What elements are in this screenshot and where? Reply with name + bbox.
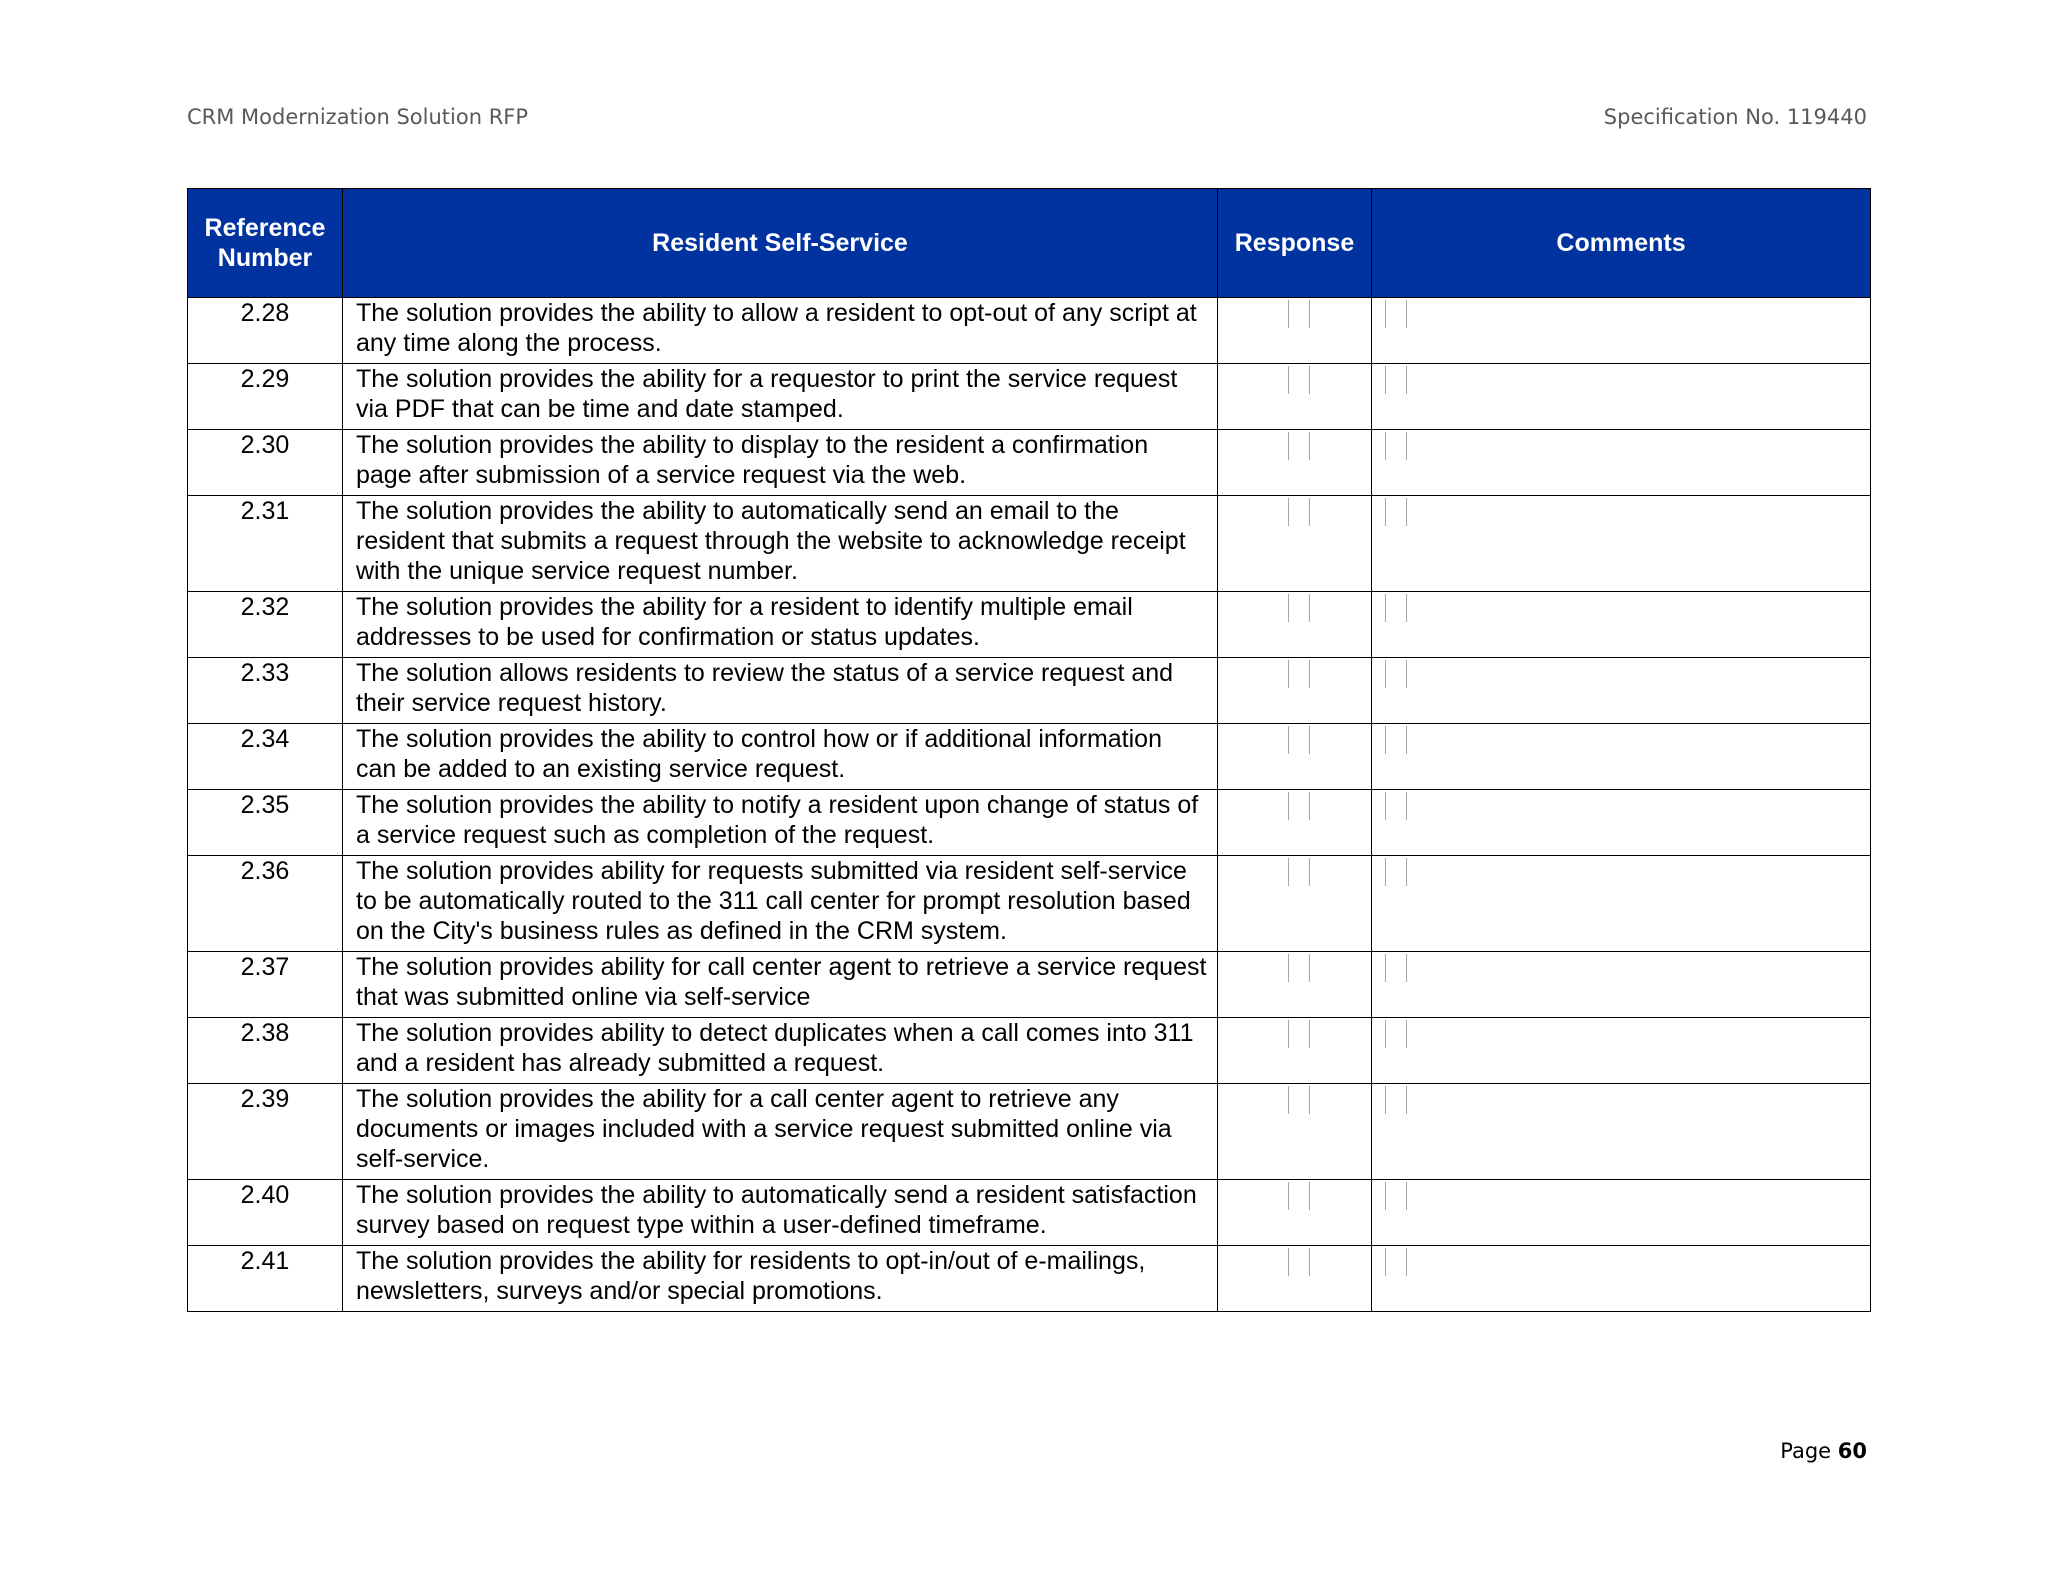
- comments-input-field[interactable]: [1385, 300, 1407, 328]
- requirement-description-cell: The solution provides the ability to allow a resident to opt-out of any script at any time along the process.: [343, 298, 1218, 364]
- table-row: [188, 592, 1871, 658]
- response-input-field[interactable]: [1288, 726, 1310, 754]
- comments-input-field[interactable]: [1385, 498, 1407, 526]
- comments-cell: [1372, 1018, 1871, 1084]
- requirement-description-cell: The solution provides the ability for a resident to identify multiple email addresses to be used for confirmation or status updates.: [343, 592, 1218, 658]
- comments-cell: [1372, 952, 1871, 1018]
- table-row: [188, 724, 1871, 790]
- response-cell: [1218, 496, 1372, 592]
- reference-number-cell: 2.39: [188, 1084, 343, 1180]
- response-input-field[interactable]: [1288, 300, 1310, 328]
- column-header-response: Response: [1218, 189, 1372, 298]
- response-cell: [1218, 790, 1372, 856]
- requirement-description-cell: The solution provides the ability to automatically send an email to the resident that submits a request through the website to acknowledge receipt with the unique service request number.: [343, 496, 1218, 592]
- response-cell: [1218, 430, 1372, 496]
- table-row: [188, 1018, 1871, 1084]
- table-row: [188, 496, 1871, 592]
- column-header-reference-number: Reference Number: [188, 189, 343, 298]
- requirement-description-cell: The solution provides the ability to automatically send a resident satisfaction survey based on request type within a user-defined timeframe.: [343, 1180, 1218, 1246]
- comments-input-field[interactable]: [1385, 792, 1407, 820]
- table-header-row: [188, 189, 1871, 298]
- page-number-value: 60: [1837, 1439, 1867, 1463]
- table-row: [188, 1246, 1871, 1312]
- reference-number-cell: 2.33: [188, 658, 343, 724]
- comments-cell: [1372, 658, 1871, 724]
- reference-number-cell: 2.29: [188, 364, 343, 430]
- comments-input-field[interactable]: [1385, 594, 1407, 622]
- response-cell: [1218, 856, 1372, 952]
- response-input-field[interactable]: [1288, 432, 1310, 460]
- response-input-field[interactable]: [1288, 954, 1310, 982]
- response-input-field[interactable]: [1288, 1086, 1310, 1114]
- reference-number-cell: 2.37: [188, 952, 343, 1018]
- table-row: [188, 952, 1871, 1018]
- table-row: [188, 1180, 1871, 1246]
- reference-number-cell: 2.40: [188, 1180, 343, 1246]
- requirement-description-cell: The solution provides the ability to display to the resident a confirmation page after submission of a service request via the web.: [343, 430, 1218, 496]
- response-input-field[interactable]: [1288, 594, 1310, 622]
- requirement-description-cell: The solution provides the ability for a call center agent to retrieve any documents or images included with a service request submitted online via self-service.: [343, 1084, 1218, 1180]
- comments-input-field[interactable]: [1385, 1020, 1407, 1048]
- response-input-field[interactable]: [1288, 1182, 1310, 1210]
- requirement-description-cell: The solution provides the ability for a requestor to print the service request via PDF that can be time and date stamped.: [343, 364, 1218, 430]
- comments-input-field[interactable]: [1385, 1086, 1407, 1114]
- response-input-field[interactable]: [1288, 858, 1310, 886]
- comments-cell: [1372, 856, 1871, 952]
- table-row: [188, 1084, 1871, 1180]
- response-cell: [1218, 1018, 1372, 1084]
- response-cell: [1218, 1246, 1372, 1312]
- response-cell: [1218, 724, 1372, 790]
- reference-number-cell: 2.36: [188, 856, 343, 952]
- reference-number-cell: 2.38: [188, 1018, 343, 1084]
- table-row: [188, 298, 1871, 364]
- comments-input-field[interactable]: [1385, 858, 1407, 886]
- reference-number-cell: 2.41: [188, 1246, 343, 1312]
- comments-cell: [1372, 298, 1871, 364]
- comments-cell: [1372, 364, 1871, 430]
- comments-input-field[interactable]: [1385, 954, 1407, 982]
- requirement-description-cell: The solution provides the ability for residents to opt-in/out of e-mailings, newsletters, surveys and/or special promotions.: [343, 1246, 1218, 1312]
- comments-input-field[interactable]: [1385, 660, 1407, 688]
- column-header-resident-self-service: Resident Self-Service: [343, 189, 1218, 298]
- page-number: [1780, 1437, 1867, 1465]
- comments-input-field[interactable]: [1385, 1182, 1407, 1210]
- response-input-field[interactable]: [1288, 660, 1310, 688]
- comments-input-field[interactable]: [1385, 366, 1407, 394]
- reference-number-cell: 2.28: [188, 298, 343, 364]
- reference-number-cell: 2.34: [188, 724, 343, 790]
- table-row: [188, 658, 1871, 724]
- document-header-title: CRM Modernization Solution RFP: [187, 105, 529, 129]
- reference-number-cell: 2.31: [188, 496, 343, 592]
- response-cell: [1218, 1084, 1372, 1180]
- requirement-description-cell: The solution provides the ability to control how or if additional information can be added to an existing service request.: [343, 724, 1218, 790]
- response-cell: [1218, 298, 1372, 364]
- response-cell: [1218, 952, 1372, 1018]
- response-cell: [1218, 658, 1372, 724]
- page-label: Page: [1780, 1439, 1832, 1463]
- requirement-description-cell: The solution provides the ability to notify a resident upon change of status of a service request such as completion of the request.: [343, 790, 1218, 856]
- table-row: [188, 856, 1871, 952]
- comments-cell: [1372, 790, 1871, 856]
- response-input-field[interactable]: [1288, 1248, 1310, 1276]
- column-header-comments: Comments: [1372, 189, 1871, 298]
- comments-cell: [1372, 592, 1871, 658]
- response-cell: [1218, 592, 1372, 658]
- table-row: [188, 364, 1871, 430]
- requirement-description-cell: The solution allows residents to review the status of a service request and their service request history.: [343, 658, 1218, 724]
- comments-cell: [1372, 1180, 1871, 1246]
- reference-number-cell: 2.35: [188, 790, 343, 856]
- requirements-table: [187, 188, 1871, 1312]
- specification-number: Specification No. 119440: [1603, 105, 1867, 129]
- comments-input-field[interactable]: [1385, 432, 1407, 460]
- response-input-field[interactable]: [1288, 498, 1310, 526]
- comments-input-field[interactable]: [1385, 1248, 1407, 1276]
- reference-number-cell: 2.30: [188, 430, 343, 496]
- table-row: [188, 430, 1871, 496]
- requirement-description-cell: The solution provides ability to detect duplicates when a call comes into 311 and a resident has already submitted a request.: [343, 1018, 1218, 1084]
- response-cell: [1218, 364, 1372, 430]
- comments-cell: [1372, 724, 1871, 790]
- response-input-field[interactable]: [1288, 792, 1310, 820]
- comments-cell: [1372, 496, 1871, 592]
- response-input-field[interactable]: [1288, 1020, 1310, 1048]
- comments-input-field[interactable]: [1385, 726, 1407, 754]
- requirement-description-cell: The solution provides ability for requests submitted via resident self-service to be automatically routed to the 311 call center for prompt resolution based on the City's business rules as defined in the CRM system.: [343, 856, 1218, 952]
- comments-cell: [1372, 1246, 1871, 1312]
- reference-number-cell: 2.32: [188, 592, 343, 658]
- comments-cell: [1372, 430, 1871, 496]
- response-cell: [1218, 1180, 1372, 1246]
- table-row: [188, 790, 1871, 856]
- comments-cell: [1372, 1084, 1871, 1180]
- response-input-field[interactable]: [1288, 366, 1310, 394]
- requirement-description-cell: The solution provides ability for call center agent to retrieve a service request that was submitted online via self-service: [343, 952, 1218, 1018]
